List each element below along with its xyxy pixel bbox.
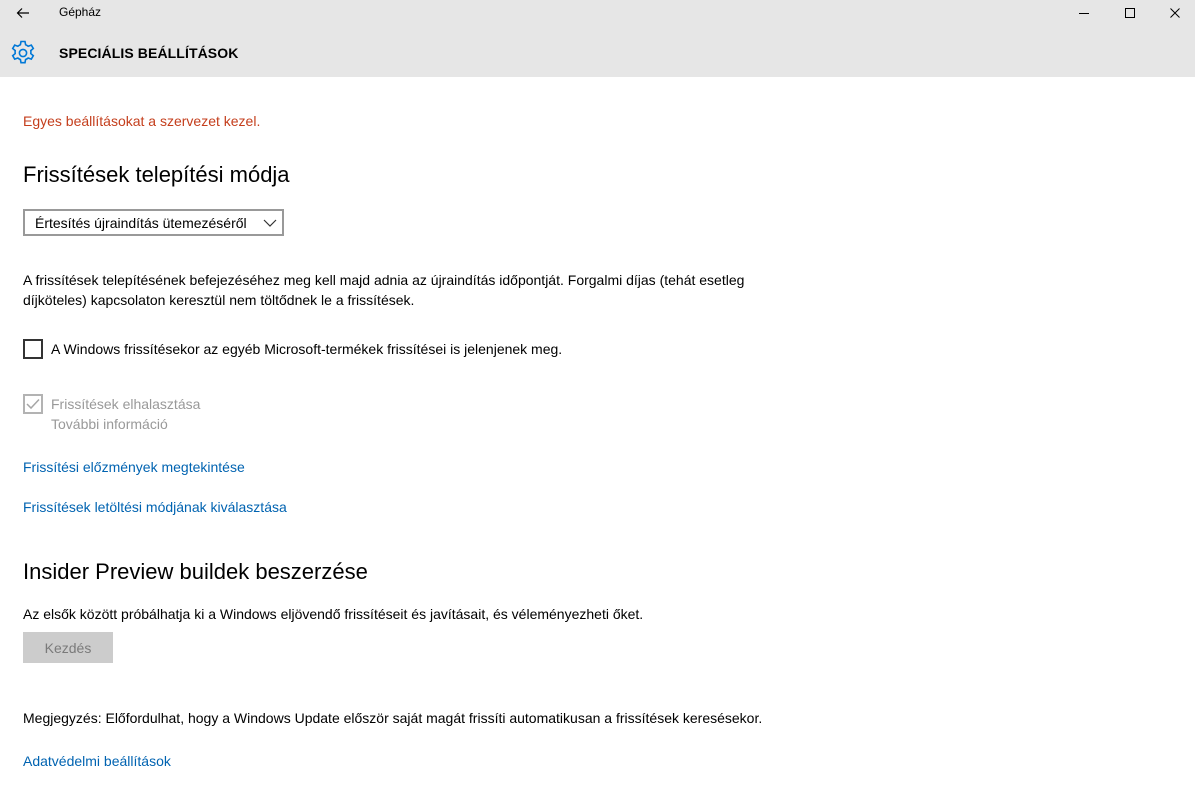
install-mode-description: A frissítések telepítésének befejezéséhez meg kell majd adnia az újraindítás időpontját. Forgalmi díjas (tehát esetleg díjköteles) kapcsolaton keresztül nem töltődnek le a frissítések. (23, 272, 745, 308)
install-mode-heading: Frissítések telepítési módja (23, 162, 290, 187)
close-button[interactable] (1152, 0, 1195, 26)
other-products-checkbox[interactable] (23, 339, 43, 359)
gear-icon (10, 40, 36, 66)
managed-by-organization-notice: Egyes beállításokat a szervezet kezel. (23, 113, 261, 129)
back-button[interactable] (8, 2, 38, 24)
update-history-link[interactable]: Frissítési előzmények megtekintése (23, 459, 245, 475)
install-mode-selected-value: Értesítés újraindítás ütemezéséről (35, 214, 247, 231)
page-title: SPECIÁLIS BEÁLLÍTÁSOK (59, 45, 239, 61)
defer-updates-option (23, 394, 200, 434)
defer-updates-checkbox[interactable] (23, 394, 43, 414)
install-mode-dropdown[interactable] (23, 209, 284, 236)
insider-start-button[interactable]: Kezdés (23, 632, 113, 663)
minimize-icon (1078, 7, 1090, 19)
other-products-option (23, 339, 562, 359)
privacy-settings-link[interactable]: Adatvédelmi beállítások (23, 753, 171, 769)
more-info-text: További információ (51, 416, 168, 432)
other-products-checkbox-label: A Windows frissítésekor az egyéb Microsoft-termékek frissítései is jelenjenek meg. (51, 341, 563, 357)
close-icon (1169, 7, 1181, 19)
delivery-mode-link[interactable]: Frissítések letöltési módjának kiválasztása (23, 499, 287, 515)
chevron-down-icon (258, 213, 282, 233)
back-arrow-icon (16, 7, 30, 19)
insider-preview-heading: Insider Preview buildek beszerzése (23, 559, 368, 584)
maximize-icon (1124, 7, 1136, 19)
defer-updates-label: Frissítések elhalasztása (51, 396, 201, 412)
insider-preview-description: Az elsők között próbálhatja ki a Windows eljövendő frissítéseit és javításait, és véleményezheti őket. (23, 606, 644, 622)
minimize-button[interactable] (1061, 0, 1107, 26)
maximize-button[interactable] (1107, 0, 1153, 26)
windows-update-note: Megjegyzés: Előfordulhat, hogy a Windows Update először saját magát frissíti automatikusan a frissítések keresésekor. (23, 710, 763, 726)
checkmark-icon (26, 398, 40, 410)
window-title: Gépház (59, 5, 102, 19)
title-bar (0, 0, 1195, 77)
